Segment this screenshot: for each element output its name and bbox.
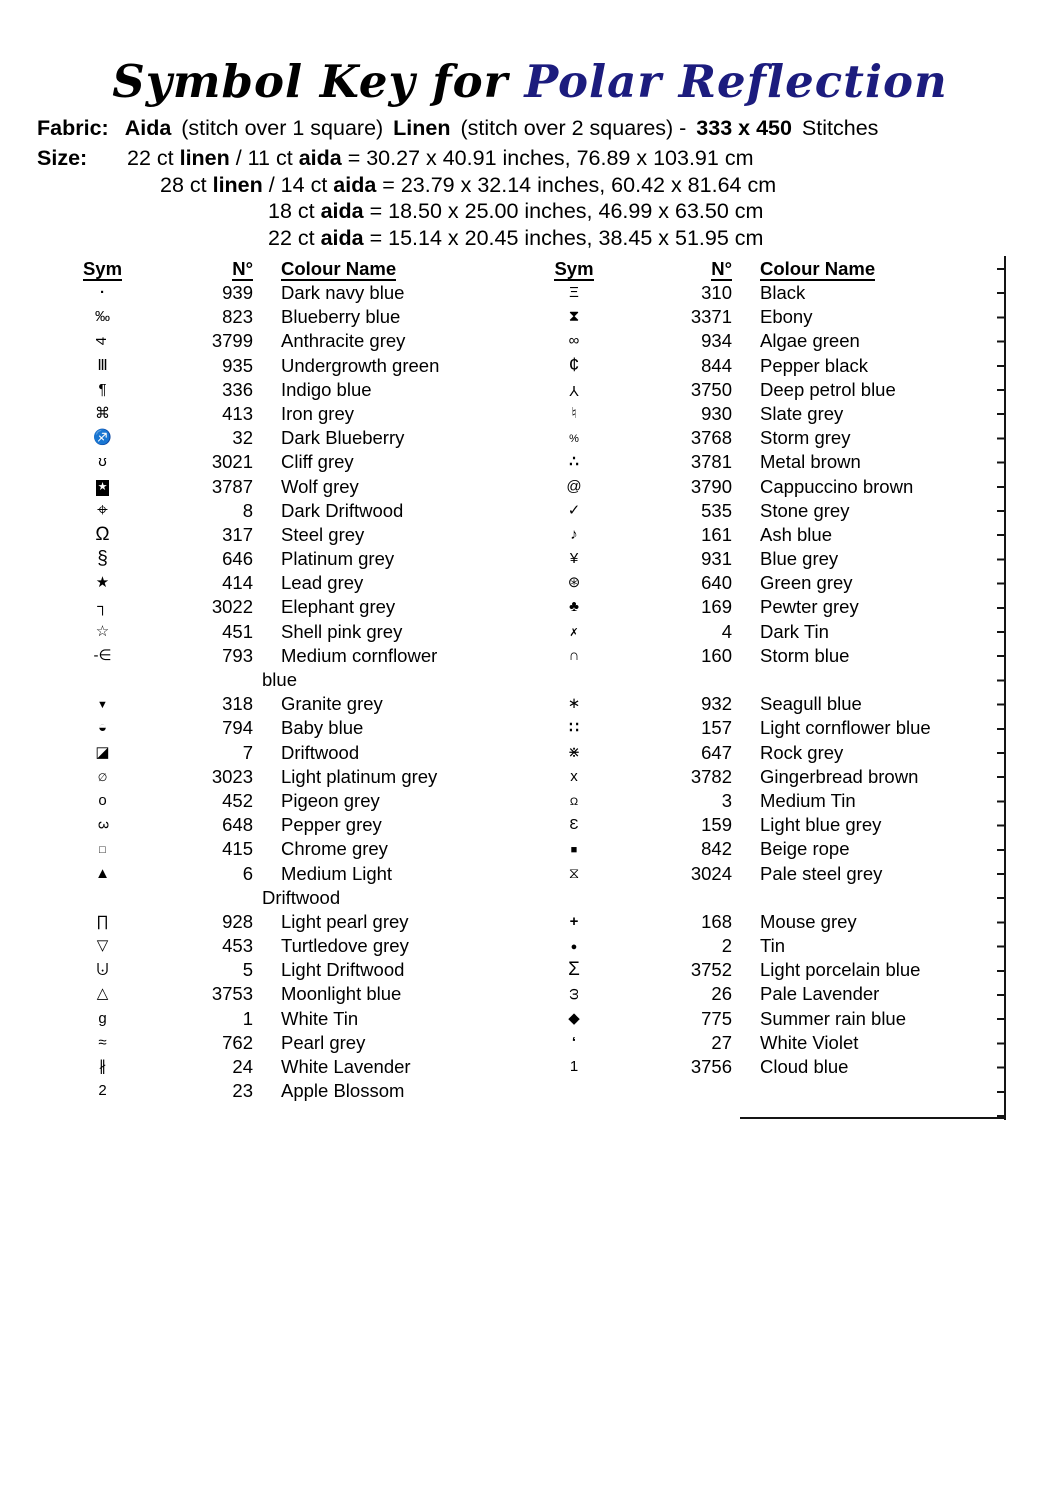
stitch-symbol: ∗ [567, 695, 581, 713]
stitch-symbol [60, 499, 145, 523]
stitch-symbol [60, 668, 145, 692]
colour-name: Dark navy blue [281, 282, 405, 303]
body-text: (stitch over 1 square) [175, 116, 390, 140]
stitch-symbol: ‰ [95, 308, 110, 326]
colour-name: Cloud blue [760, 1056, 849, 1077]
header-no-right: N° [711, 258, 732, 279]
colour-name: Beige rope [760, 838, 850, 860]
emphasis-text: aida [333, 172, 377, 197]
stitch-symbol [520, 620, 628, 644]
stitch-symbol-glyph: ‘ [571, 1033, 577, 1051]
thread-number: 32 [232, 427, 253, 449]
thread-number: 310 [701, 282, 732, 303]
colour-name: White Lavender [281, 1056, 411, 1077]
thread-number: 5 [242, 959, 253, 981]
stitch-symbol: ⧖ [568, 864, 580, 882]
colour-name: Medium Light [281, 862, 393, 884]
emphasis-text: aida [320, 225, 364, 250]
colour-name: Granite grey [281, 693, 383, 715]
stitch-symbol: -∈ [93, 646, 112, 664]
stitch-symbol [520, 716, 628, 740]
colour-name: White Violet [760, 1031, 859, 1053]
stitch-symbol: ★ [95, 574, 110, 592]
stitch-symbol: ⊛ [567, 574, 581, 592]
colour-name [732, 668, 1005, 692]
thread-number: 3782 [690, 765, 732, 787]
colour-name: Pepper grey [281, 814, 382, 836]
thread-number: 3753 [211, 983, 253, 1005]
thread-number: 8 [242, 499, 253, 521]
thread-number: 451 [222, 620, 253, 642]
thread-number: 3768 [690, 427, 732, 449]
colour-name: Ebony [760, 306, 813, 328]
fabric-line [37, 116, 1060, 141]
fabric-details [125, 116, 883, 140]
colour-name: Blueberry blue [281, 306, 401, 328]
thread-number: 3781 [690, 451, 732, 473]
stitch-symbol-glyph: § [97, 548, 108, 570]
stitch-symbol-glyph: ● [570, 941, 578, 954]
emphasis-text: Aida [124, 116, 172, 140]
stitch-symbol: ♣ [569, 598, 579, 616]
thread-number: 775 [701, 1007, 732, 1029]
stitch-symbol: Ɛ [569, 816, 579, 834]
stitch-symbol: ◆ [568, 1009, 580, 1027]
thread-number: 4 [721, 620, 732, 642]
thread-number: 3787 [211, 475, 253, 497]
stitch-symbol-glyph: □ [99, 844, 106, 857]
colour-name: Wolf grey [281, 475, 359, 497]
thread-number: 930 [701, 402, 732, 424]
stitch-symbol [60, 813, 145, 837]
stitch-symbol [520, 378, 628, 402]
thread-number: 823 [222, 306, 253, 328]
colour-name: Algae green [760, 330, 860, 352]
symbol-key-table [60, 257, 1060, 1103]
colour-name: Gingerbread brown [760, 765, 919, 787]
stitch-symbol: ♮ [571, 404, 577, 422]
stitch-symbol [520, 886, 628, 910]
thread-number: 7 [242, 741, 253, 763]
thread-number: 1 [242, 1007, 253, 1029]
stitch-symbol-glyph: ∅ [97, 771, 108, 784]
table-border-ticks [997, 268, 1004, 1120]
thread-number [628, 668, 732, 692]
stitch-symbol: 1 [569, 1058, 579, 1075]
body-text: 22 ct [127, 146, 180, 170]
size-label: Size: [37, 146, 88, 170]
thread-number: 452 [222, 789, 253, 811]
stitch-symbol [520, 837, 628, 861]
colour-name: Indigo blue [281, 378, 372, 400]
colour-name: Metal brown [760, 451, 861, 473]
size-line [160, 172, 776, 199]
stitch-symbol [520, 426, 628, 450]
stitch-symbol: o [98, 791, 107, 809]
colour-name [732, 1079, 1005, 1103]
stitch-symbol: ¶ [98, 380, 107, 398]
colour-name: Ash blue [760, 523, 832, 545]
stitch-symbol [60, 547, 145, 571]
thread-number: 3021 [211, 451, 253, 473]
stitch-symbol [60, 281, 145, 305]
thread-number: 160 [701, 644, 732, 666]
stitch-symbol [520, 1031, 628, 1055]
thread-number: 413 [222, 402, 253, 424]
stitch-symbol-glyph: ■ [570, 844, 578, 857]
stitch-symbol: ▲ [95, 864, 110, 882]
thread-number: 3750 [690, 378, 732, 400]
colour-name: Undergrowth green [281, 354, 440, 376]
stitch-symbol [520, 958, 628, 982]
stitch-symbol: ✓ [567, 501, 581, 519]
stitch-symbol: ⨃ [96, 961, 109, 979]
stitch-symbol: ◪ [95, 743, 110, 761]
colour-name: Mouse grey [760, 910, 857, 932]
colour-name: Blue grey [760, 548, 839, 570]
header-no-left: N° [232, 258, 253, 279]
colour-name: Lead grey [281, 572, 364, 594]
colour-name: Steel grey [281, 523, 365, 545]
table-border-bottom [740, 1117, 1006, 1119]
thread-number: 646 [222, 548, 253, 570]
colour-name: Light porcelain blue [760, 959, 921, 981]
colour-name: Green grey [760, 572, 853, 594]
stitch-symbol: △ [96, 985, 109, 1003]
stitch-symbol [60, 886, 145, 910]
colour-name: blue [262, 669, 297, 690]
thread-number: 3 [721, 789, 732, 811]
colour-name: Stone grey [760, 499, 850, 521]
body-text: 18 ct [268, 199, 321, 223]
stitch-symbol-glyph: Ω [569, 795, 579, 808]
stitch-symbol: ☆ [95, 622, 110, 640]
body-text: = 18.50 x 25.00 inches, 46.99 x 63.50 cm [363, 199, 764, 223]
stitch-symbol [60, 475, 145, 499]
colour-name: Light Driftwood [281, 959, 405, 981]
colour-name: Pale steel grey [760, 862, 883, 884]
thread-number: 3756 [690, 1056, 732, 1077]
stitch-symbol-glyph: ∴ [569, 453, 579, 471]
thread-number [628, 886, 732, 910]
size-block [37, 145, 1060, 251]
thread-number: 415 [222, 838, 253, 860]
stitch-symbol: ♪ [570, 525, 578, 543]
header-name-left: Colour Name [281, 258, 397, 279]
thread-number: 26 [711, 983, 732, 1005]
emphasis-text: 333 x 450 [696, 116, 792, 140]
stitch-symbol: ▽ [96, 937, 109, 955]
body-text: = 15.14 x 20.45 inches, 38.45 x 51.95 cm [363, 225, 764, 250]
stitch-symbol: ≈ [98, 1033, 107, 1051]
stitch-symbol: ⧗ [568, 308, 580, 326]
thread-number: 157 [701, 717, 732, 739]
stitch-symbol [520, 934, 628, 958]
emphasis-text: aida [320, 199, 364, 223]
thread-number: 318 [222, 693, 253, 715]
thread-number: 844 [701, 354, 732, 376]
thread-number: 3024 [690, 862, 732, 884]
stitch-symbol: ¥ [569, 550, 579, 568]
stitch-symbol [60, 765, 145, 789]
stitch-symbol-glyph: % [569, 433, 579, 446]
thread-number: 3371 [690, 306, 732, 328]
thread-number: 931 [701, 548, 732, 570]
colour-name: Chrome grey [281, 838, 388, 860]
colour-name: Black [760, 282, 806, 303]
colour-name: Apple Blossom [281, 1080, 405, 1102]
colour-name: Pepper black [760, 354, 868, 376]
size-lines [127, 145, 776, 251]
stitch-symbol: @ [566, 477, 582, 495]
stitch-symbol [520, 1079, 628, 1103]
colour-name: Summer rain blue [760, 1007, 907, 1029]
body-text: (stitch over 2 squares) - [454, 116, 693, 140]
stitch-symbol: x [570, 767, 578, 785]
size-line [268, 198, 776, 225]
stitch-symbol [520, 910, 628, 934]
stitch-symbol: g [98, 1009, 107, 1027]
size-line [268, 225, 776, 252]
stitch-symbol: ʊ [98, 453, 107, 471]
thread-number: 317 [222, 523, 253, 545]
stitch-symbol: ∦ [98, 1058, 107, 1075]
thread-number: 168 [701, 910, 732, 932]
stitch-symbol-glyph: ✗ [569, 626, 579, 639]
thread-number: 934 [701, 330, 732, 352]
thread-number: 793 [222, 644, 253, 666]
colour-name: Iron grey [281, 402, 355, 424]
stitch-symbol: ∏ [96, 912, 109, 930]
colour-name: Cliff grey [281, 451, 354, 473]
stitch-symbol-glyph: Σ [568, 959, 580, 981]
pattern-name: Polar Reflection [524, 55, 948, 108]
colour-name [732, 886, 1005, 910]
stitch-symbol: Ⅲ [97, 356, 108, 374]
thread-number: 640 [701, 572, 732, 594]
stitch-symbol: ⌘ [95, 404, 110, 422]
stitch-symbol: ∞ [568, 332, 580, 350]
stitch-symbol-glyph: ▼ [97, 699, 108, 712]
thread-number: 169 [701, 596, 732, 618]
thread-number: 453 [222, 935, 253, 957]
stitch-symbol-glyph: ω [564, 988, 582, 1001]
colour-name: White Tin [281, 1007, 359, 1029]
colour-name: Pearl grey [281, 1031, 366, 1053]
stitch-symbol-glyph: 3 [94, 821, 112, 830]
thread-number: 3022 [211, 596, 253, 618]
stitch-symbol [60, 837, 145, 861]
stitch-symbol: 2 [98, 1082, 107, 1100]
colour-name: Light platinum grey [281, 765, 438, 787]
stitch-symbol [520, 789, 628, 813]
stitch-symbol: ∩ [568, 646, 580, 664]
table-border-vertical [1004, 256, 1006, 1120]
stitch-symbol-glyph: · [100, 284, 105, 301]
thread-number: 3023 [211, 765, 253, 787]
body-text: Stitches [795, 116, 879, 140]
stitch-symbol [520, 668, 628, 692]
colour-name: Tin [760, 935, 786, 957]
stitch-symbol [60, 329, 145, 353]
emphasis-text: linen [212, 172, 263, 197]
thread-number: 794 [222, 717, 253, 739]
thread-number: 928 [222, 910, 253, 932]
colour-name: Light blue grey [760, 814, 882, 836]
stitch-symbol: ◒ [97, 719, 108, 737]
colour-name: Light cornflower blue [760, 717, 931, 739]
colour-name: Moonlight blue [281, 983, 402, 1005]
stitch-symbol [520, 354, 628, 378]
thread-number: 414 [222, 572, 253, 594]
stitch-symbol: ┐ [97, 598, 108, 616]
colour-name: Dark Driftwood [281, 499, 404, 521]
thread-number: 24 [232, 1056, 253, 1077]
stitch-symbol: Ξ [569, 284, 579, 301]
colour-name: Pale Lavender [760, 983, 880, 1005]
stitch-symbol [60, 523, 145, 547]
thread-number: 161 [701, 523, 732, 545]
stitch-symbol-glyph: ¢ [568, 354, 580, 376]
stitch-symbol-glyph: ⌖ [97, 499, 108, 521]
colour-name: Slate grey [760, 402, 844, 424]
colour-name: Cappuccino brown [760, 475, 914, 497]
thread-number: 3790 [690, 475, 732, 497]
colour-name: Medium Tin [760, 789, 856, 811]
colour-name: Platinum grey [281, 548, 395, 570]
thread-number [145, 886, 253, 910]
colour-name: Dark Blueberry [281, 427, 405, 449]
thread-number: 762 [222, 1031, 253, 1053]
header-sym-left: Sym [82, 258, 123, 279]
colour-name: Elephant grey [281, 596, 396, 618]
colour-name: Light pearl grey [281, 910, 409, 932]
colour-name: Storm grey [760, 427, 851, 449]
title-prefix: Symbol Key for [112, 55, 509, 108]
emphasis-text: linen [179, 146, 230, 170]
stitch-symbol [520, 982, 628, 1006]
colour-name: Medium cornflower [281, 644, 438, 666]
body-text: = 23.79 x 32.14 inches, 60.42 x 81.64 cm [376, 172, 777, 197]
stitch-symbol: ♐ [93, 429, 112, 447]
thread-number: 3752 [690, 959, 732, 981]
size-line [127, 145, 776, 172]
thread-number: 648 [222, 814, 253, 836]
stitch-symbol-glyph: + [569, 912, 579, 930]
thread-number: 6 [242, 862, 253, 884]
stitch-symbol [520, 450, 628, 474]
thread-number: 336 [222, 378, 253, 400]
body-text: 22 ct [268, 225, 321, 250]
colour-name: Driftwood [281, 741, 360, 763]
colour-name: Pewter grey [760, 596, 859, 618]
thread-number: 935 [222, 354, 253, 376]
colour-name: Rock grey [760, 741, 844, 763]
thread-number: 939 [222, 282, 253, 303]
header-sym-right: Sym [554, 258, 594, 279]
colour-name: Dark Tin [760, 620, 829, 642]
colour-name: Driftwood [262, 886, 341, 908]
thread-number: 159 [701, 814, 732, 836]
colour-name: Storm blue [760, 644, 850, 666]
emphasis-text: Linen [393, 116, 451, 140]
header-name-right: Colour Name [760, 258, 876, 279]
stitch-symbol: ⋇ [567, 743, 581, 761]
stitch-symbol [60, 692, 145, 716]
stitch-symbol-glyph: Y [568, 381, 579, 399]
colour-name: Turtledove grey [281, 935, 409, 957]
colour-name: Baby blue [281, 717, 364, 739]
thread-number: 3799 [211, 330, 253, 352]
colour-name: Deep petrol blue [760, 378, 896, 400]
thread-number: 2 [721, 935, 732, 957]
stitch-symbol-glyph: ★ [96, 480, 110, 496]
body-text: 28 ct [160, 172, 213, 197]
thread-number: 932 [701, 693, 732, 715]
body-text: = 30.27 x 40.91 inches, 76.89 x 103.91 cm [341, 146, 754, 170]
body-text: / 11 ct [229, 146, 299, 170]
colour-name: Anthracite grey [281, 330, 406, 352]
thread-number: 535 [701, 499, 732, 521]
thread-number [145, 668, 253, 692]
thread-number: 23 [232, 1080, 253, 1102]
fabric-label: Fabric: [37, 116, 109, 140]
colour-name: Shell pink grey [281, 620, 403, 642]
stitch-symbol-glyph: 4 [93, 337, 111, 346]
stitch-symbol-glyph: ∷ [569, 719, 579, 737]
emphasis-text: aida [298, 146, 342, 170]
thread-number: 27 [711, 1031, 732, 1053]
stitch-symbol-glyph: Ω [95, 523, 110, 545]
colour-name: Seagull blue [760, 693, 862, 715]
thread-number: 842 [701, 838, 732, 860]
body-text: / 14 ct [262, 172, 334, 197]
thread-number: 647 [701, 741, 732, 763]
page-title [0, 0, 1060, 108]
colour-name: Pigeon grey [281, 789, 380, 811]
thread-number [628, 1079, 732, 1103]
